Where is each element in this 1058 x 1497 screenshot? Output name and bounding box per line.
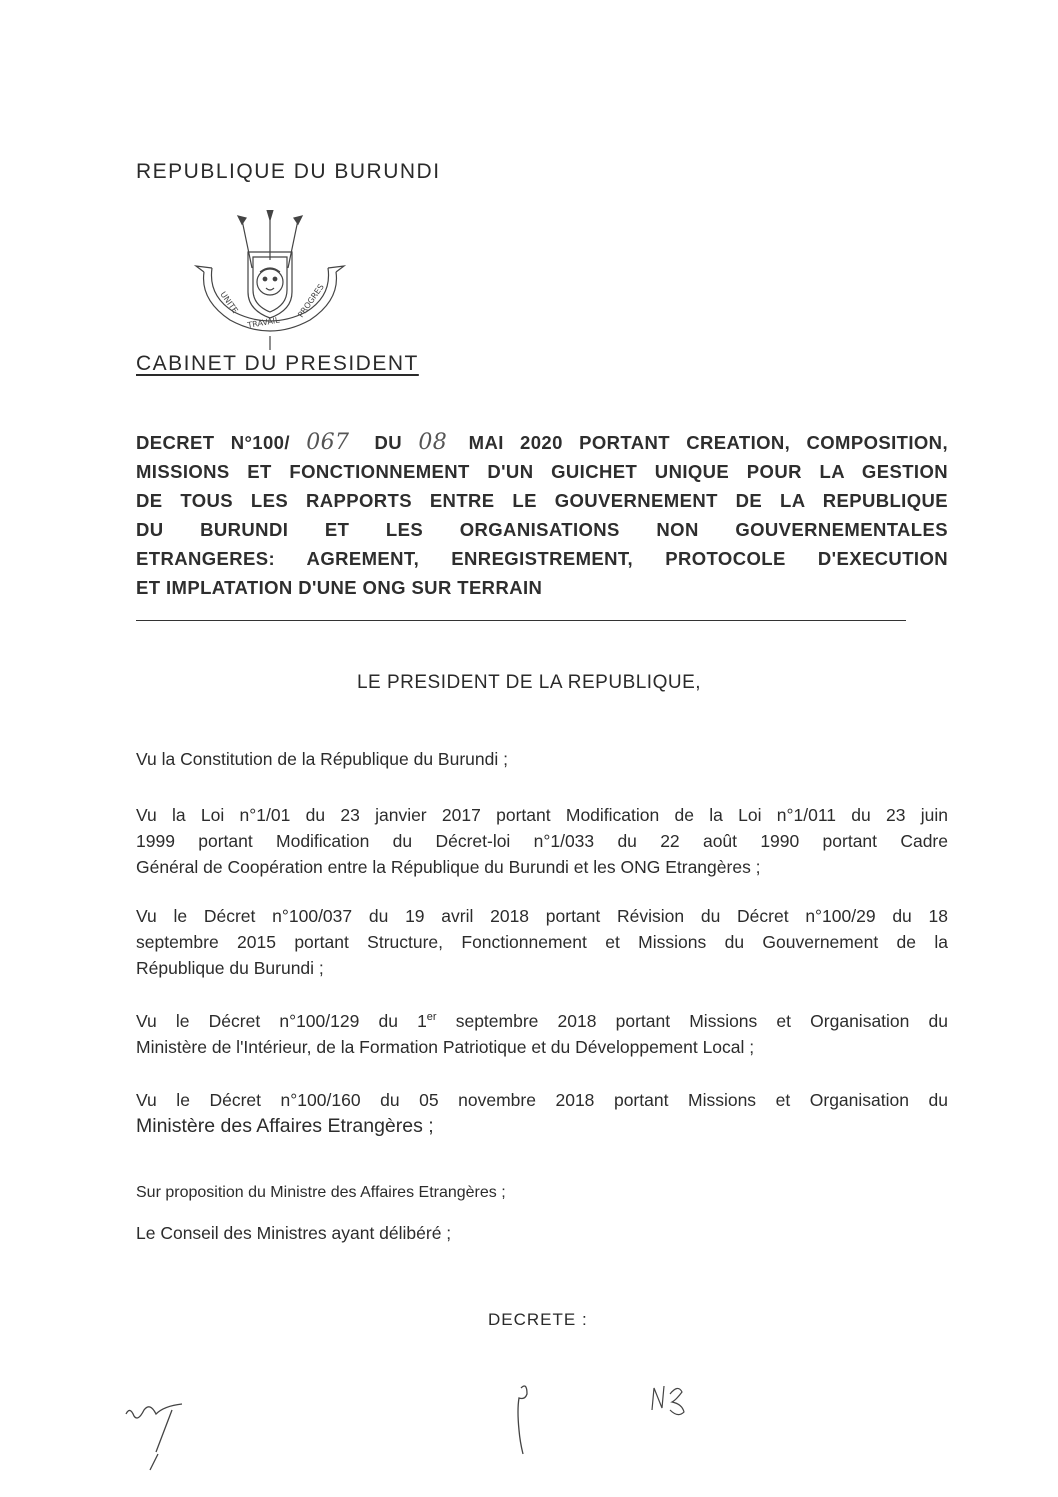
title-line-5: ETRANGERES: AGREMENT, ENREGISTREMENT, PROTOCOLE D'EXECUTION xyxy=(136,548,948,569)
decrete-heading: DECRETE : xyxy=(488,1310,588,1329)
visa-line: Sur proposition du Ministre des Affaires Etrangères ; xyxy=(136,1184,506,1201)
visa-line: Vu le Décret n°100/160 du 05 novembre 2018 portant Missions et Organisation du xyxy=(136,1090,948,1110)
decree-title xyxy=(136,428,948,602)
ordinal-superscript: er xyxy=(426,1011,437,1023)
president-heading: LE PRESIDENT DE LA REPUBLIQUE, xyxy=(356,672,702,693)
title-divider xyxy=(136,620,906,621)
visa-line: Vu la Loi n°1/01 du 23 janvier 2017 portant Modification de la Loi n°1/011 du 23 juin xyxy=(136,805,948,825)
coat-of-arms-emblem xyxy=(190,210,350,355)
title-line-3: DE TOUS LES RAPPORTS ENTRE LE GOUVERNEMENT DE LA REPUBLIQUE xyxy=(136,490,948,511)
visa-text: septembre 2018 portant Missions et Organisation du xyxy=(436,1010,948,1031)
visa-line: septembre 2015 portant Structure, Fonctionnement et Missions du Gouvernement de la xyxy=(136,932,948,952)
svg-text:UNITE: UNITE xyxy=(218,289,240,315)
visa-text: Vu le Décret n°100/129 du 1 xyxy=(136,1010,427,1031)
conseil-line xyxy=(136,1220,948,1246)
proposition-line xyxy=(136,1180,948,1206)
visa-line: 1999 portant Modification du Décret-loi n°1/033 du 22 août 1990 portant Cadre xyxy=(136,831,948,851)
title-date-rest: MAI 2020 PORTANT CREATION, COMPOSITION, xyxy=(468,432,948,453)
title-line-6: ET IMPLATATION D'UNE ONG SUR TERRAIN xyxy=(136,577,543,598)
visa-line: Le Conseil des Ministres ayant délibéré ; xyxy=(136,1223,452,1243)
handwritten-decree-number: 067 xyxy=(306,430,350,455)
title-line-4: DU BURUNDI ET LES ORGANISATIONS NON GOUVERNEMENTALES xyxy=(136,519,948,540)
cabinet-heading: CABINET DU PRESIDENT xyxy=(136,352,419,375)
title-line-2: MISSIONS ET FONCTIONNEMENT D'UN GUICHET UNIQUE POUR LA GESTION xyxy=(136,461,948,482)
title-du: DU xyxy=(374,432,403,453)
visa-line: Ministère de l'Intérieur, de la Formation Patriotique et du Développement Local ; xyxy=(136,1036,755,1057)
visa-line: Général de Coopération entre la République du Burundi et les ONG Etrangères ; xyxy=(136,857,761,877)
initials-signature-left xyxy=(120,1392,200,1472)
title-prefix: DECRET N°100/ xyxy=(136,432,290,453)
republic-heading: REPUBLIQUE DU BURUNDI xyxy=(136,160,441,183)
svg-text:PROGRES: PROGRES xyxy=(296,282,326,320)
visa-line: Vu le Décret n°100/037 du 19 avril 2018 portant Révision du Décret n°100/29 du 18 xyxy=(136,906,948,926)
visa-loi-1-01 xyxy=(136,802,948,880)
visa-line: Vu la Constitution de la République du Burundi ; xyxy=(136,749,508,769)
initials-signature-right xyxy=(648,1380,696,1420)
svg-text:TRAVAIL: TRAVAIL xyxy=(246,315,281,330)
handwritten-day: 08 xyxy=(418,430,448,455)
visa-decret-100-037 xyxy=(136,903,948,981)
visa-constitution xyxy=(136,746,948,772)
visa-decret-100-129 xyxy=(136,1004,948,1060)
visa-line: République du Burundi ; xyxy=(136,958,324,978)
visa-decret-100-160 xyxy=(136,1087,948,1139)
visa-line xyxy=(136,1004,948,1034)
initials-signature-middle xyxy=(505,1380,545,1460)
title-line-1 xyxy=(136,428,948,457)
visa-line: Ministère des Affaires Etrangères ; xyxy=(136,1115,434,1137)
